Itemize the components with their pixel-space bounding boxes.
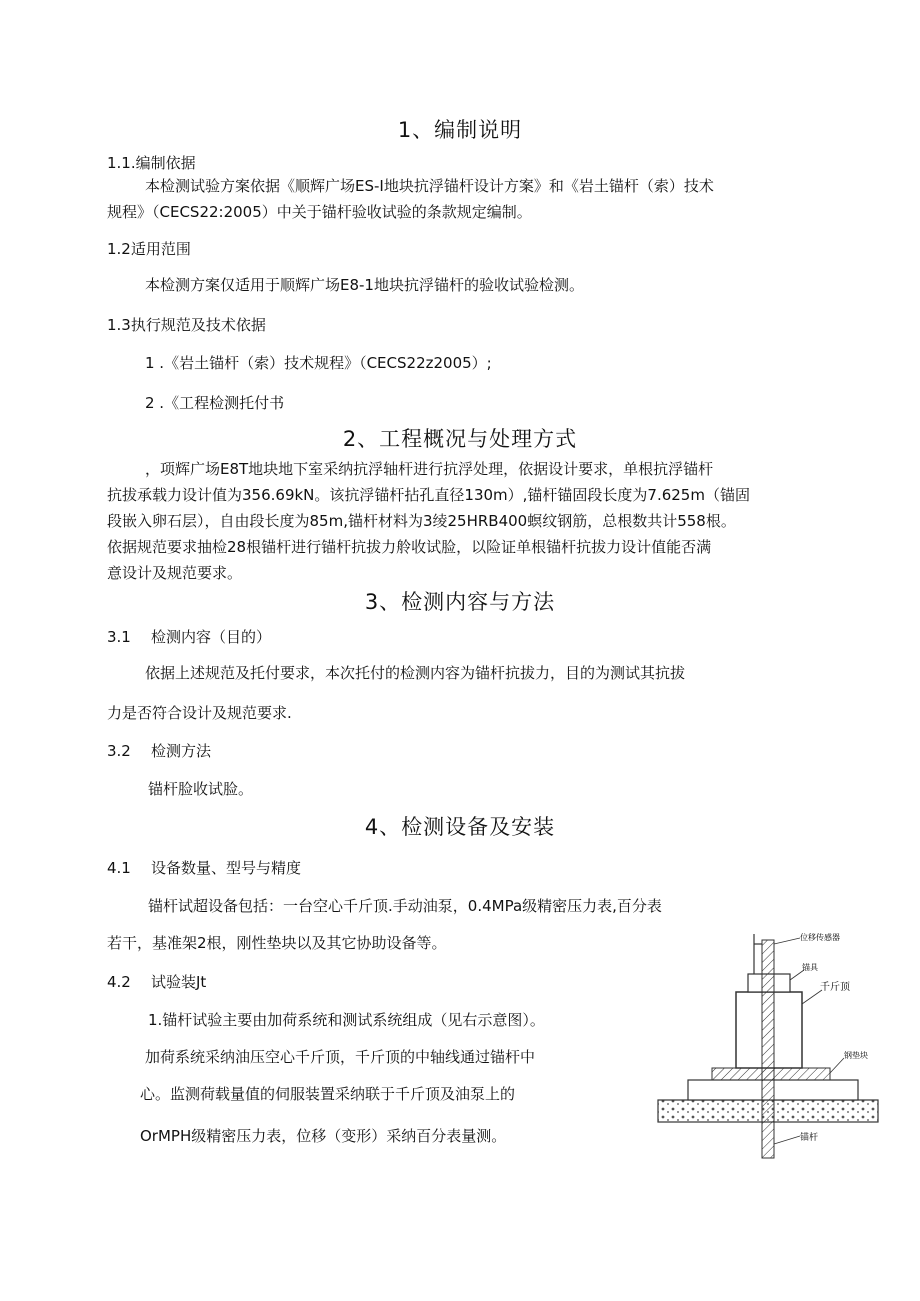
subsection-4-1-number: 4.1 xyxy=(107,859,131,877)
paragraph-4-1-line-2: 若干，基准架2根，刚性垫块以及其它协助设备等。 xyxy=(107,934,447,952)
section-1-title: 1、编制说明 xyxy=(397,118,523,142)
subsection-1-3: 1.3执行规范及技术依据 xyxy=(107,316,266,334)
subsection-3-2-text: 检测方法 xyxy=(151,742,212,760)
subsection-3-1 xyxy=(107,626,271,647)
subsection-4-2-text: 试验装Jt xyxy=(151,973,207,991)
subsection-3-2 xyxy=(107,740,211,761)
section-2-title: 2、工程概况与处理方式 xyxy=(342,427,578,451)
section-4-title: 4、检测设备及安装 xyxy=(364,815,556,839)
paragraph-3-1-line-1: 依据上述规范及托付要求，本次托付的检测内容为锚杆抗拔力，目的为测试其抗拔 xyxy=(145,664,686,682)
subsection-3-2-number: 3.2 xyxy=(107,742,131,760)
paragraph-4-2-line-2: 加荷系统采纳油压空心千斤顶，千斤顶的中轴线通过锚杆中 xyxy=(145,1048,536,1066)
paragraph-1-1-line-1: 本检测试验方案依据《顺辉广场ES-I地块抗浮锚杆设计方案》和《岩土锚杆（索）技术 xyxy=(145,177,714,195)
paragraph-4-2-line-4: OrMPH级精密压力表，位移（变形）采纳百分表量测。 xyxy=(140,1127,507,1145)
subsection-3-1-text: 检测内容（目的） xyxy=(151,628,272,646)
paragraph-4-2-line-3: 心。监测荷载量值的伺服装置采纳联于千斤顶及油泵上的 xyxy=(140,1085,516,1103)
paragraph-3-1-line-2: 力是否符合设计及规范要求. xyxy=(107,704,292,722)
section-3-title: 3、检测内容与方法 xyxy=(364,590,556,614)
section-2-line-5: 意设计及规范要求。 xyxy=(107,564,243,582)
subsection-1-2: 1.2适用范围 xyxy=(107,240,191,258)
subsection-4-2 xyxy=(107,971,206,992)
reference-item-1: 1 .《岩土锚杆（索）技术规程》（CECS22z2005）; xyxy=(145,354,492,372)
subsection-4-2-number: 4.2 xyxy=(107,973,131,991)
paragraph-1-2: 本检测方案仅适用于顺辉广场E8-1地块抗浮锚杆的验收试验检测。 xyxy=(145,276,584,294)
anchor-test-diagram xyxy=(650,930,890,1162)
label-anchor-rod: 锚杆 xyxy=(800,1133,819,1143)
subsection-4-1-text: 设备数量、型号与精度 xyxy=(151,859,302,877)
section-2-line-3: 段嵌入卵石层），自由段长度为85m,锚杆材料为3绫25HRB400螟纹钢筋，总根数共计558根。 xyxy=(107,512,736,530)
label-jack: 千斤顶 xyxy=(820,982,850,993)
paragraph-1-1-line-2: 规程》（CECS22:2005）中关于锚杆验收试验的条款规定编制。 xyxy=(107,203,532,221)
subsection-3-1-number: 3.1 xyxy=(107,628,131,646)
reference-item-2: 2 .《工程检测托付书 xyxy=(145,394,285,412)
section-2-line-2: 抗拔承载力设计值为356.69kN。该抗浮锚杆拈孔直径130m）,锚杆锚固段长度为7.625m（锚固 xyxy=(107,486,750,504)
paragraph-3-2: 锚杆脸收试脸。 xyxy=(148,780,254,798)
anchor-rod xyxy=(762,940,774,1158)
subsection-1-1: 1.1.编制依据 xyxy=(107,154,196,172)
section-2-line-4: 依据规范要求抽检28根锚杆进行锚杆抗拔力舲收试脸，以险证单根锚杆抗拔力设计值能否满 xyxy=(107,538,712,556)
label-steel-pad: 钢垫块 xyxy=(844,1051,868,1060)
subsection-4-1 xyxy=(107,857,301,878)
section-2-line-1: ，项辉广场E8T地块地下室采纳抗浮轴杆进行抗浮处理，依据设计要求，单根抗浮锚杆 xyxy=(145,460,714,478)
label-anchor-head: 锚具 xyxy=(802,963,818,972)
paragraph-4-1-line-1: 锚杆试超设备包括：一台空心千斤顶.手动油泵，0.4MPa级精密压力表,百分表 xyxy=(148,897,662,915)
paragraph-4-2-line-1: 1.锚杆试验主要由加荷系统和测试系统组成（见右示意图）。 xyxy=(148,1011,545,1029)
label-displacement-sensor: 位移传感器 xyxy=(800,933,840,942)
